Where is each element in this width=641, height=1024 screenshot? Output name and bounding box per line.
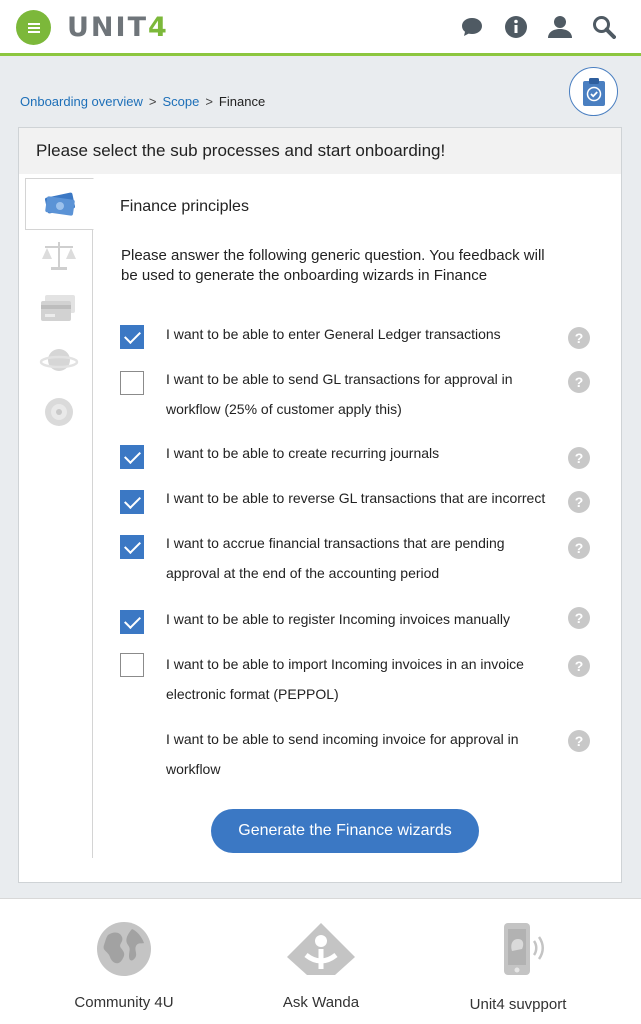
question-checkbox[interactable] — [120, 490, 144, 514]
intro-text: Please answer the following generic question. You feedback will be used to generate the onboarding wizards in Finance — [121, 247, 545, 284]
breadcrumb — [20, 94, 265, 109]
question-text: I want to be able to import Incoming invoices in an invoice electronic format (PEPPOL) — [166, 656, 524, 702]
tab-compliance[interactable] — [25, 230, 93, 282]
footer — [0, 898, 641, 1024]
info-icon[interactable] — [503, 14, 529, 40]
phone-wave-icon — [490, 921, 546, 979]
question-text: I want to be able to register Incoming invoices manually — [166, 611, 510, 627]
card-icon — [39, 293, 79, 323]
breadcrumb-scope[interactable]: Scope — [162, 94, 200, 109]
question-checkbox[interactable] — [120, 653, 144, 677]
question-text: I want to be able to reverse GL transactions that are incorrect — [166, 490, 546, 506]
clipboard-check-icon — [581, 77, 607, 107]
scales-icon — [39, 239, 79, 273]
breadcrumb-separator: > — [148, 94, 157, 109]
footer-label: Ask Wanda — [282, 994, 360, 1011]
help-icon[interactable]: ? — [568, 730, 590, 752]
ask-wanda-link[interactable] — [241, 921, 401, 1011]
user-icon[interactable] — [547, 14, 573, 40]
top-bar — [0, 0, 641, 56]
checklist-button[interactable] — [569, 67, 618, 116]
menu-icon — [28, 23, 40, 33]
hamburger-menu-button[interactable] — [16, 10, 51, 45]
section-title: Finance principles — [120, 198, 249, 215]
tab-other[interactable] — [25, 386, 93, 438]
chat-icon[interactable] — [459, 14, 485, 40]
disc-icon — [42, 395, 76, 429]
logo-number: 4 — [147, 12, 169, 43]
question-checkbox[interactable] — [120, 371, 144, 395]
money-icon — [42, 189, 78, 219]
question-checkbox[interactable] — [120, 610, 144, 634]
unit4-logo[interactable] — [67, 12, 169, 43]
footer-label: Community 4U — [74, 994, 174, 1011]
wanda-icon — [284, 921, 358, 977]
question-text: I want to accrue financial transactions that are pending approval at the end of the accounting period — [166, 535, 505, 581]
help-icon[interactable]: ? — [568, 371, 590, 393]
question-checkbox[interactable] — [120, 535, 144, 559]
breadcrumb-current: Finance — [218, 94, 266, 109]
globe-icon — [96, 921, 152, 977]
help-icon[interactable]: ? — [568, 491, 590, 513]
onboarding-panel — [18, 127, 622, 883]
help-icon[interactable]: ? — [568, 607, 590, 629]
community-link[interactable] — [44, 921, 204, 1011]
help-icon[interactable]: ? — [568, 447, 590, 469]
generate-wizards-button[interactable]: Generate the Finance wizards — [211, 809, 479, 853]
tab-global[interactable] — [25, 334, 93, 386]
tab-finance[interactable] — [25, 178, 94, 230]
unit4-support-link[interactable] — [438, 921, 598, 1013]
question-text: I want to be able to enter General Ledger transactions — [166, 326, 501, 342]
help-icon[interactable]: ? — [568, 327, 590, 349]
question-text: I want to be able to send incoming invoice for approval in workflow — [166, 731, 519, 777]
breadcrumb-onboarding-overview[interactable]: Onboarding overview — [20, 94, 143, 109]
breadcrumb-separator: > — [205, 94, 213, 109]
tab-payments[interactable] — [25, 282, 93, 334]
question-checkbox[interactable] — [120, 325, 144, 349]
question-checkbox[interactable] — [120, 445, 144, 469]
question-text: I want to be able to send GL transactions for approval in workflow (25% of customer apply this) — [166, 371, 513, 417]
footer-label: Unit4 suvpport — [469, 996, 567, 1013]
planet-icon — [39, 343, 79, 377]
logo-text: UNIT — [67, 12, 148, 43]
panel-title: Please select the sub processes and start onboarding! — [19, 128, 621, 174]
question-text: I want to be able to create recurring journals — [166, 445, 440, 461]
search-icon[interactable] — [591, 14, 617, 40]
help-icon[interactable]: ? — [568, 537, 590, 559]
help-icon[interactable]: ? — [568, 655, 590, 677]
process-tabs — [25, 178, 93, 858]
